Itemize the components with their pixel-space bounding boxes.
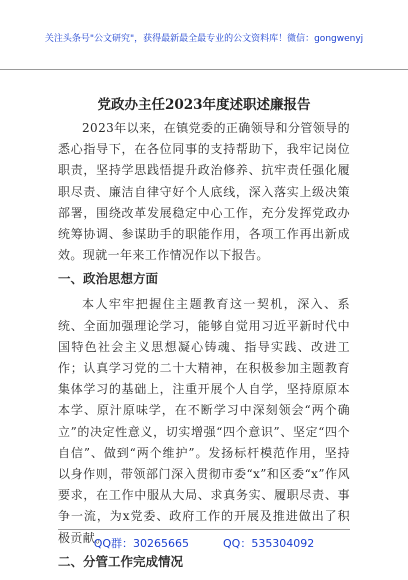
- intro-paragraph: 2023年以来，在镇党委的正确领导和分管领导的悉心指导下，在各位同事的支持帮助下，我牢记岗位职责，坚持学思践悟提升政治修养、抗牢责任强化履职尽责、廉洁自律守好个人底线，深入落实上级决策部署，围绕改革发展稳定中心工作，充分发挥党政办统筹协调、参谋助手的职能作用，各项工作再出新成效。现就一年来工作情况作以下报告。: [58, 121, 350, 263]
- promo-banner-text: 关注头条号"公文研究"，获得最新最全最专业的公文资料库！微信：gongwenyj: [44, 34, 364, 44]
- qq-number: QQ：535304092: [223, 537, 315, 550]
- qq-group-number: QQ群：30265665: [93, 537, 189, 550]
- document-body: [58, 118, 350, 577]
- document-title: 党政办主任2023年度述职述廉报告: [97, 97, 311, 113]
- footer-divider: [58, 529, 350, 530]
- page-footer: [0, 535, 408, 551]
- section-heading-work: 二、分管工作完成情况: [58, 553, 184, 569]
- section-heading-political: 一、政治思想方面: [58, 271, 159, 287]
- page-header: [0, 0, 408, 70]
- political-paragraph: 本人牢牢把握住主题教育这一契机，深入、系统、全面加强理论学习，能够自觉用习近平新时代中国特色社会主义思想凝心铸魂、指导实践、改进工作；认真学习党的二十大精神，在积极参加主题教育集体学习的基础上，注重开展个人自学，坚持原原本本学、原汁原味学，在不断学习中深刻领会“两个确立”的决定性意义，切实增强“四个意识”、坚定“四个自信”、做到“两个维护”。发扬标杆模范作用，坚持以身作则，带领部门深入贯彻市委“x”和区委“x”作风要求，在工作中服从大局、求真务实、履职尽责、事争一流，为x党委、政府工作的开展及推进做出了积极贡献。: [58, 297, 350, 545]
